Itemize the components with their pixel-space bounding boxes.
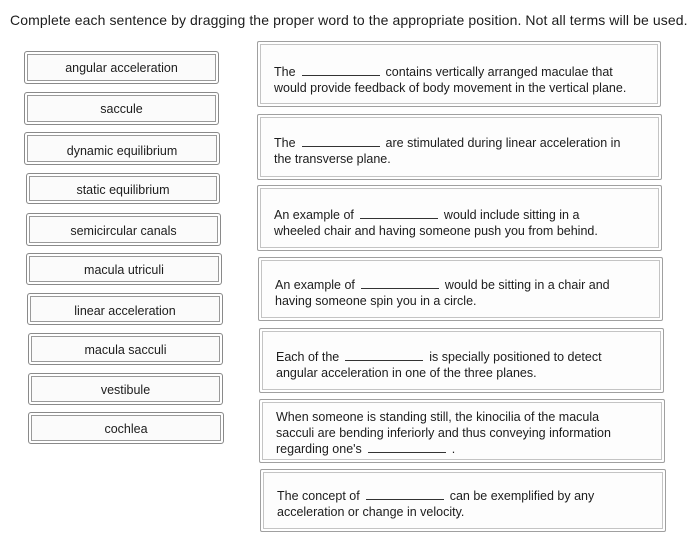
sentence-1-before: The (274, 65, 296, 79)
term-angular-acceleration[interactable]: angular acceleration (24, 51, 219, 84)
sentence-7-before: The concept of (277, 489, 360, 503)
term-linear-acceleration[interactable]: linear acceleration (27, 293, 223, 325)
sentence-2-rest: the transverse plane. (274, 152, 391, 166)
drop-blank-3[interactable] (360, 208, 438, 219)
sentence-box-3 (257, 185, 662, 251)
drop-blank-2[interactable] (302, 136, 380, 147)
sentence-6-before: regarding one's (276, 442, 362, 456)
sentence-6-line2: sacculi are bending inferiorly and thus conveying information (276, 426, 611, 440)
sentence-4-before: An example of (275, 278, 355, 292)
sentence-3-before: An example of (274, 208, 354, 222)
sentence-box-1 (257, 41, 661, 107)
term-semicircular-canals[interactable]: semicircular canals (26, 213, 221, 246)
instructions-text: Complete each sentence by dragging the proper word to the appropriate position. Not all terms will be used. (10, 12, 688, 28)
drop-blank-5[interactable] (345, 350, 423, 361)
sentence-2-after: are stimulated during linear acceleration in (385, 136, 621, 150)
sentence-3-after: would include sitting in a (443, 208, 580, 222)
term-cochlea[interactable]: cochlea (28, 412, 224, 444)
sentence-3-rest: wheeled chair and having someone push you from behind. (274, 224, 598, 238)
sentence-7-after: can be exemplified by any (449, 489, 595, 503)
term-static-equilibrium[interactable]: static equilibrium (26, 173, 220, 204)
term-saccule[interactable]: saccule (24, 92, 219, 125)
sentence-box-4 (258, 257, 663, 321)
term-macula-sacculi[interactable]: macula sacculi (28, 333, 223, 365)
sentence-5-rest: angular acceleration in one of the three planes. (276, 366, 537, 380)
term-dynamic-equilibrium[interactable]: dynamic equilibrium (24, 132, 220, 165)
drop-blank-1[interactable] (302, 65, 380, 76)
sentence-4-after: would be sitting in a chair and (444, 278, 610, 292)
sentence-7-rest: acceleration or change in velocity. (277, 505, 465, 519)
sentence-1-after: contains vertically arranged maculae that (385, 65, 613, 79)
sentence-box-2 (257, 114, 662, 180)
sentence-6-after: . (451, 442, 456, 456)
sentence-box-7 (260, 469, 666, 532)
sentence-box-6 (259, 399, 665, 463)
sentence-6-lead: When someone is standing still, the kinocilia of the macula (276, 410, 600, 424)
sentence-1-rest: would provide feedback of body movement in the vertical plane. (274, 81, 627, 95)
drop-blank-7[interactable] (366, 489, 444, 500)
sentence-4-rest: having someone spin you in a circle. (275, 294, 477, 308)
drop-blank-4[interactable] (361, 278, 439, 289)
drop-blank-6[interactable] (368, 442, 446, 453)
sentence-5-after: is specially positioned to detect (429, 350, 602, 364)
sentence-5-before: Each of the (276, 350, 340, 364)
sentence-box-5 (259, 328, 664, 393)
term-macula-utriculi[interactable]: macula utriculi (26, 253, 222, 285)
term-vestibule[interactable]: vestibule (28, 373, 223, 405)
sentence-2-before: The (274, 136, 296, 150)
